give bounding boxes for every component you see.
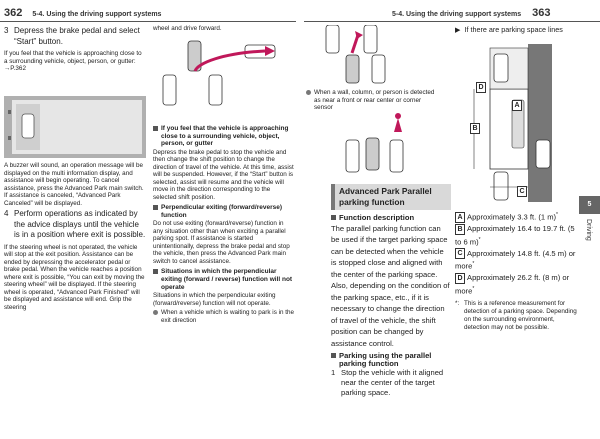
paragraph: If the steering wheel is not operated, the vehicle will stop at the exit position. Assistance can be ended by depressing the accelerator pedal or brake pedal. When the vehicle reaches a position where exit is possible, “You can exit by moving the steering wheel” will be displayed. If the steering wheel is operated, “Advanced Park Finished” will be displayed and assistance will end. Grip the steering [4,243,145,311]
right-section-title: 5-4. Using the driving support systems [392,11,522,18]
chapter-label: Driving [585,219,592,241]
paragraph: The parallel parking function can be used if the target parking space can be detected when the vehicle is stopped close and aligned with the center of the parking space. Also, depending on the condition of the parking space, etc., if it is necessary to change the direction of travel of the vehicle, the shift position can be changed by assistance control. [331,223,450,348]
parked-car [494,54,508,82]
paragraph: A buzzer will sound, an operation message will be displayed on the multi information display, and assistance will begin operating. To cancel assistance, press the Advanced Park main switch. If assistance is canceled, “Advanced Park Canceled” will be displayed. [4,162,144,207]
diagram-label-d: D [476,82,486,93]
right-header-rule [304,21,600,22]
step-number: 3 [4,26,9,35]
measurement-item-b: B Approximately 16.4 to 19.7 ft. (5 to 6 m)* [455,224,575,247]
sensor-diagram-top [306,25,440,87]
right-header [392,7,550,19]
column-1-lower [4,162,146,313]
parking-space-diagram [470,44,555,202]
step-text: Perform operations as indicated by the advice displays until the vehicle is in a position where exit is possible. [14,209,146,239]
parked-car [163,75,176,105]
step-text: Depress the brake pedal and select “Start” button. [14,26,140,46]
chapter-tab[interactable]: 5 [579,196,600,214]
own-car [366,138,379,170]
display-illustration [4,96,146,158]
footnote: *: This is a reference measurement for detection of a parking space. Depending on the surrounding environment, detection may not be possible. [455,299,577,331]
car-top-view [22,114,34,138]
section-heading: Situations in which the perpendicular exiting (forward / reverse) function will not operate [153,268,295,291]
measurement-item-a: A Approximately 3.3 ft. (1 m)* [455,210,577,223]
sensor-diagram-bottom [336,110,440,176]
paragraph: Depress the brake pedal to stop the vehicle and then change the shift position to change the direction of travel of the vehicle. At this time, assist will be suspended. However, if the “Start” button is selected, assist will resume and the vehicle will move in the direction corresponding to the selected shift position. [153,148,294,201]
bullet-item: When a wall, column, or person is detected as near a front or rear center or corner sensor [306,89,440,112]
paragraph: Do not use exiting (forward/reverse) function in any situation other than when exciting a parallel parking spot. If assistance is started unintentionally, depress the brake pedal and stop the vehicle, then press the Advanced Park main switch to cancel assistance. [153,220,290,265]
column-3-top [306,89,440,112]
paragraph: wheel and drive forward. [153,25,222,32]
column-2-top [153,25,295,35]
parked-car [209,75,222,105]
diagram-label-a: A [512,100,522,111]
step-1: 1 Stop the vehicle with it aligned near the center of the target parking space. [331,368,444,398]
section-heading: Parking using the parallel parking function [331,352,451,367]
column-3 [331,184,451,401]
own-car [346,55,359,83]
parked-car [494,172,508,200]
step-4 [4,209,146,241]
column-1 [4,25,146,75]
diagram-label-c: C [517,186,527,197]
curb-wall [528,44,552,202]
column-2 [153,122,295,324]
left-header [4,7,161,19]
column-4 [455,210,577,332]
section-title-box: Advanced Park Parallel parking function [331,184,451,210]
section-heading: If you feel that the vehicle is approaching close to a surrounding vehicle, object, person, or gutter [153,125,295,148]
screen-side-button [8,136,11,140]
step-number: 4 [4,209,9,218]
bullet-item: When a vehicle which is waiting to park is in the exit direction [153,309,295,324]
left-page-number: 362 [4,7,23,19]
right-page-number: 363 [532,7,551,19]
own-car [536,140,550,168]
exit-diagram-1 [153,35,295,115]
diagram-label-b: B [470,123,480,134]
section-heading: Perpendicular exiting (forward/reverse) function [153,204,295,219]
paragraph: If you feel that the vehicle is approaching close to a surrounding vehicle, object, person, or gutter: →P.362 [4,50,142,72]
bullet-item: ▶ If there are parking space lines [455,25,563,34]
step-3 [4,26,146,47]
paragraph: Situations in which the perpendicular exiting (forward/reverse) function will not operate. [153,292,276,307]
left-section-title: 5-4. Using the driving support systems [32,11,162,18]
measurement-item-d: D Approximately 26.2 ft. (8 m) or more* [455,273,570,296]
screen-side-button [8,110,11,114]
left-header-rule [0,21,296,22]
section-heading: Function description [331,214,451,222]
measurement-item-c: C Approximately 14.8 ft. (4.5 m) or more* [455,248,576,271]
person-icon [394,118,402,132]
column-4-intro [455,25,575,34]
